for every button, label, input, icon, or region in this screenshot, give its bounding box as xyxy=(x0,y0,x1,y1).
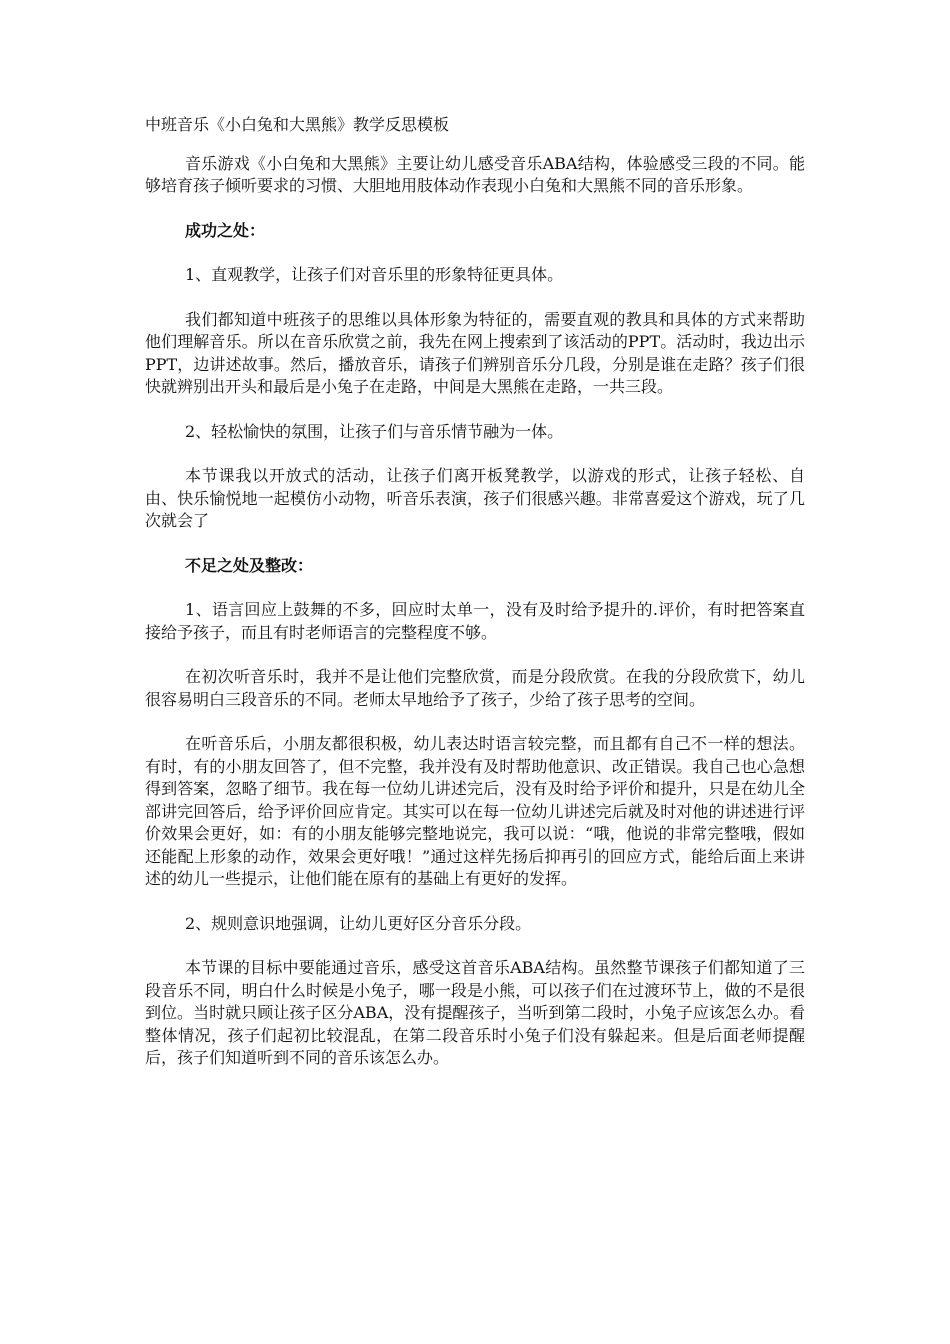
point-2-heading: 2、轻松愉快的氛围，让孩子们与音乐情节融为一体。 xyxy=(185,421,564,441)
point-2-paragraph: 本节课我以开放式的活动，让孩子们离开板凳教学，以游戏的形式，让孩子轻松、自由、快乐愉悦地一起模仿小动物，听音乐表演，孩子们很感兴趣。非常喜爱这个游戏，玩了几次就会了 xyxy=(145,466,805,530)
point-1-paragraph: 我们都知道中班孩子的思维以具体形象为特征的，需要直观的教具和具体的方式来帮助他们理解音乐。所以在音乐欣赏之前，我先在网上搜索到了该活动的PPT。活动时，我边出示PPT，边讲述故事。然后，播放音乐，请孩子们辨别音乐分几段，分别是谁在走路？孩子们很快就辨别出开头和最后是小兔子在走路，中间是大黑熊在走路，一共三段。 xyxy=(145,309,805,396)
point-1-heading: 1、直观教学，让孩子们对音乐里的形象特征更具体。 xyxy=(185,265,564,284)
shortcoming-2-heading: 2、规则意识地强调，让幼儿更好区分音乐分段。 xyxy=(185,913,532,933)
intro-paragraph: 音乐游戏《小白兔和大黑熊》主要让幼儿感受音乐ABA结构，体验感受三段的不同。能够培育孩子倾听要求的习惯、大胆地用肢体动作表现小白兔和大黑熊不同的音乐形象。 xyxy=(145,153,805,195)
shortcoming-1-heading: 1、语言回应上鼓舞的不多，回应时太单一，没有及时给予提升的.评价，有时把答案直接给予孩子，而且有时老师语言的完整程度不够。 xyxy=(145,600,805,642)
shortcoming-1-paragraph-b: 在听音乐后，小朋友都很积极，幼儿表达时语言较完整，而且都有自己不一样的想法。有时，有的小朋友回答了，但不完整，我并没有及时帮助他意识、改正错误。我自己也心急想得到答案，忽略了细节。我在每一位幼儿讲述完后，没有及时给予评价和提升，只是在幼儿全部讲完回答后，给予评价回应肯定。其实可以在每一位幼儿讲述完后就及时对他的讲述进行评价效果会更好，如：有的小朋友能够完整地说完，我可以说：“哦，他说的非常完整哦，假如还能配上形象的动作，效果会更好哦！”通过这样先扬后抑再引的回应方式，能给后面上来讲述的幼儿一些提示，让他们能在原有的基础上有更好的发挥。 xyxy=(145,734,805,888)
section-heading-success: 成功之处： xyxy=(185,220,266,240)
document-title: 中班音乐《小白兔和大黑熊》教学反思模板 xyxy=(145,115,450,134)
section-heading-shortcomings: 不足之处及整改： xyxy=(185,555,314,575)
shortcoming-1-paragraph-a: 在初次听音乐时，我并不是让他们完整欣赏，而是分段欣赏。在我的分段欣赏下，幼儿很容易明白三段音乐的不同。老师太早地给予了孩子，少给了孩子思考的空间。 xyxy=(145,667,805,709)
document-body xyxy=(145,114,805,1092)
shortcoming-2-paragraph: 本节课的目标中要能通过音乐，感受这首音乐ABA结构。虽然整节课孩子们都知道了三段音乐不同，明白什么时候是小兔子，哪一段是小熊，可以孩子们在过渡环节上，做的不是很到位。当时就只顾让孩子区分ABA，没有提醒孩子，当听到第二段时，小兔子应该怎么办。看整体情况，孩子们起初比较混乱，在第二段音乐时小兔子们没有躲起来。但是后面老师提醒后，孩子们知道听到不同的音乐该怎么办。 xyxy=(145,958,805,1067)
